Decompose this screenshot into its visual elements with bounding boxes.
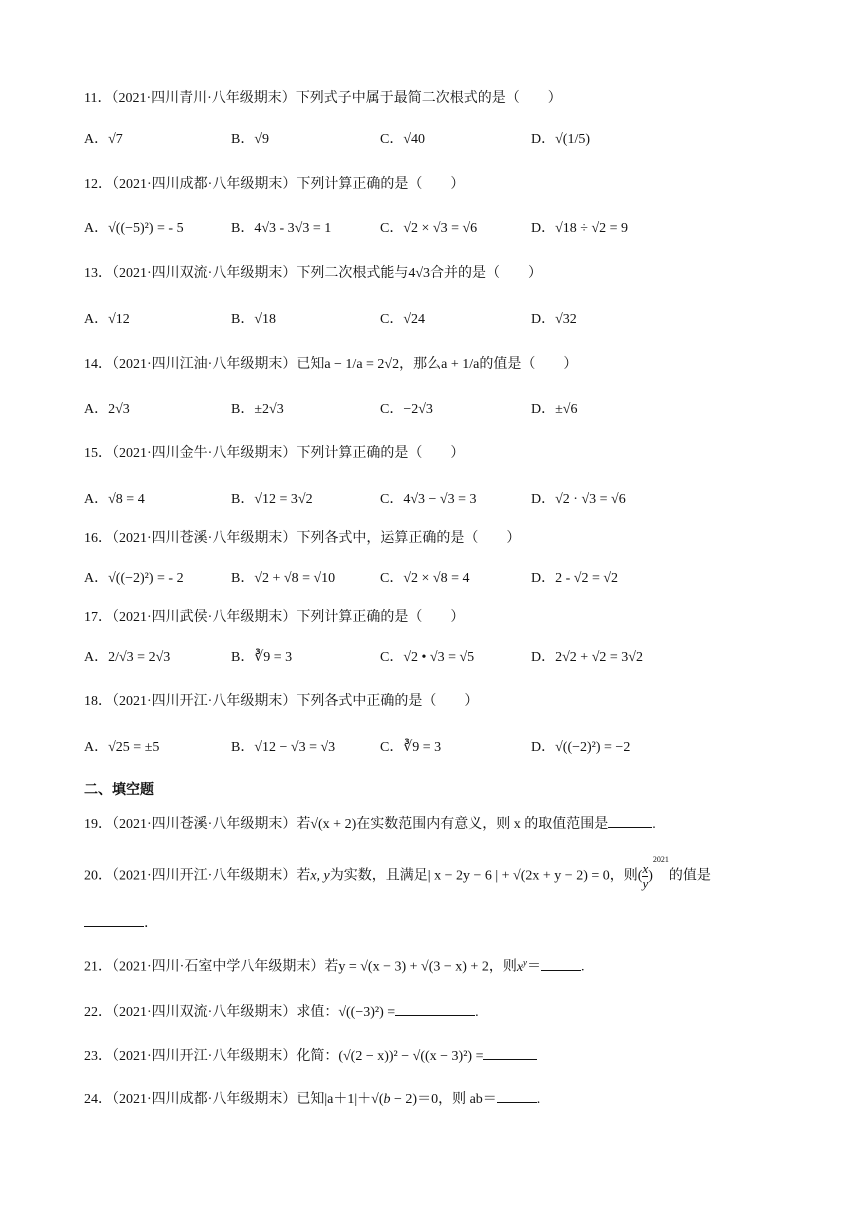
fraction-power: ( $\frac{x}{y}$ )$^{2021}$ [637, 855, 669, 891]
question-text: ，则 [609, 868, 638, 884]
question-source: （2021·四川江油·八年级期末） [112, 357, 297, 372]
option-b: B．√12 − √3 = √3 [231, 740, 336, 755]
answer-blank[interactable] [483, 1045, 537, 1060]
question-number: 14 [84, 357, 98, 372]
question-text: 已知|a＋1|＋ [296, 1092, 372, 1107]
question-number: 19 [84, 817, 98, 832]
question-23: 23．（2021·四川开江·八年级期末）化简：(√(2 − x))² − √((x − 3)²) = [84, 1045, 537, 1066]
option-a: A．2/√3 = 2√3 [84, 650, 171, 665]
answer-blank[interactable] [395, 1001, 475, 1016]
punctuation: . [652, 817, 656, 832]
question-source: （2021·四川金牛·八年级期末） [112, 446, 297, 461]
option-d: D．±√6 [531, 402, 578, 417]
exponent: 2021 [652, 855, 669, 865]
option-c: C．√2 × √3 = √6 [380, 221, 478, 236]
option-a: A．√8 = 4 [84, 492, 145, 507]
question-11: 11．（2021·四川青川·八年级期末）下列式子中属于最简二次根式的是（ ） [84, 91, 562, 106]
question-number: 24 [84, 1092, 98, 1107]
question-stem: 下列式子中属于最简二次根式的是（ ） [295, 91, 562, 106]
question-number: 16 [84, 531, 98, 546]
option-b: B．√2 + √8 = √10 [231, 571, 336, 586]
question-20: 20．（2021·四川开江·八年级期末）若x, y为实数，且满足| x − 2y − 6 | + √(2x + y − 2) = 0，则( $\frac{x}{y}$ )$^{2021}$的值是 [84, 855, 711, 891]
question-number: 15 [84, 446, 98, 461]
punctuation: . [144, 915, 149, 931]
option-b: B．√12 = 3√2 [231, 492, 313, 507]
question-15: 15．（2021·四川金牛·八年级期末）下列计算正确的是（ ） [84, 446, 465, 461]
question-source: （2021·四川开江·八年级期末） [112, 1049, 297, 1064]
question-source: （2021·四川苍溪·八年级期末） [112, 531, 297, 546]
option-a: A．√12 [84, 312, 130, 327]
question-source: （2021·四川双流·八年级期末） [112, 1005, 297, 1020]
question-text: 化简： [296, 1049, 339, 1064]
option-a: A．√7 [84, 132, 123, 147]
question-number: 21 [84, 959, 98, 975]
answer-blank[interactable] [497, 1088, 537, 1103]
option-d: D．√32 [531, 312, 577, 327]
question-text: 求值： [296, 1005, 339, 1020]
question-text: ＝0，则 ab＝ [417, 1092, 497, 1107]
option-d: D．√(1/5) [531, 132, 591, 147]
formula: √(x + 2) [310, 817, 357, 832]
question-source: （2021·四川成都·八年级期末） [112, 177, 297, 192]
answer-blank[interactable] [84, 912, 144, 927]
question-number: 23 [84, 1049, 98, 1064]
question-number: 22 [84, 1005, 98, 1020]
question-21: 21．（2021·四川·石室中学八年级期末）若y = √(x − 3) + √(3 − x) + 2，则$x^y=$ . [84, 957, 585, 975]
equals: ＝ [527, 959, 542, 975]
question-number: 17 [84, 610, 98, 625]
formula: √((−3)²) = [338, 1005, 396, 1020]
question-source: （2021·四川开江·八年级期末） [112, 694, 297, 709]
question-text: 若 [296, 817, 311, 832]
section-heading: 二、填空题 [84, 781, 154, 797]
question-source: （2021·四川开江·八年级期末） [112, 868, 297, 884]
question-number: 11 [84, 91, 98, 106]
punctuation: . [475, 1005, 479, 1020]
option-c: C．∛9 = 3 [380, 740, 442, 755]
option-d: D．√2 · √3 = √6 [531, 492, 626, 507]
question-source: （2021·四川成都·八年级期末） [112, 1092, 297, 1107]
question-source: （2021·四川青川·八年级期末） [111, 91, 296, 106]
option-a: A．√((−5)²) = - 5 [84, 221, 184, 236]
question-stem: 下列各式中，运算正确的是（ ） [296, 531, 521, 546]
variables: x, y [310, 868, 330, 884]
option-b: B．4√3 - 3√3 = 1 [231, 221, 332, 236]
question-text: 若 [296, 868, 311, 884]
option-c: C．√40 [380, 132, 426, 147]
option-c: C．√2 • √3 = √5 [380, 650, 475, 665]
question-stem: 下列计算正确的是（ ） [296, 610, 465, 625]
option-a: A．√25 = ±5 [84, 740, 160, 755]
formula: | x − 2y − 6 | + √(2x + y − 2) = 0 [427, 868, 610, 884]
option-b: B．±2√3 [231, 402, 284, 417]
option-c: C．√24 [380, 312, 426, 327]
question-stem: 下列计算正确的是（ ） [296, 446, 465, 461]
question-number: 13 [84, 266, 98, 281]
question-20-continued [84, 912, 148, 931]
question-number: 12 [84, 177, 98, 192]
question-number: 18 [84, 694, 98, 709]
question-text: 的值是 [668, 868, 711, 884]
question-stem: 下列计算正确的是（ ） [296, 177, 465, 192]
option-a: A．2√3 [84, 402, 130, 417]
question-text: 若 [324, 959, 339, 975]
formula: y = √(x − 3) + √(3 − x) + 2 [338, 959, 489, 975]
question-text: 在实数范围内有意义，则 x 的取值范围是 [356, 817, 609, 832]
question-19: 19．（2021·四川苍溪·八年级期末）若√(x + 2)在实数范围内有意义，则 x 的取值范围是 . [84, 813, 656, 834]
question-stem: 下列二次根式能与4√3合并的是（ ） [296, 266, 543, 281]
punctuation: . [581, 959, 585, 975]
question-16: 16．（2021·四川苍溪·八年级期末）下列各式中，运算正确的是（ ） [84, 531, 521, 546]
question-stem: 下列各式中正确的是（ ） [296, 694, 479, 709]
question-source: （2021·四川·石室中学八年级期末） [112, 959, 325, 975]
question-source: （2021·四川双流·八年级期末） [112, 266, 297, 281]
answer-blank[interactable] [541, 956, 581, 971]
option-d: D．2√2 + √2 = 3√2 [531, 650, 643, 665]
question-number: 20 [84, 868, 98, 884]
question-stem: 已知a − 1/a = 2√2，那么a + 1/a的值是（ ） [296, 357, 578, 372]
option-c: C．√2 × √8 = 4 [380, 571, 470, 586]
question-14: 14．（2021·四川江油·八年级期末）已知a − 1/a = 2√2，那么a + 1/a的值是（ ） [84, 357, 578, 372]
option-b: B．∛9 = 3 [231, 650, 293, 665]
power-expression: $x^y$ [516, 957, 528, 975]
question-text: ，则 [488, 959, 517, 975]
answer-blank[interactable] [608, 813, 652, 828]
option-c: C．4√3 − √3 = 3 [380, 492, 477, 507]
option-d: D．√((−2)²) = −2 [531, 740, 631, 755]
formula: (√(2 − x))² − √((x − 3)²) = [338, 1049, 484, 1064]
option-c: C．−2√3 [380, 402, 433, 417]
option-d: D．2 - √2 = √2 [531, 571, 619, 586]
option-b: B．√18 [231, 312, 277, 327]
question-source: （2021·四川苍溪·八年级期末） [112, 817, 297, 832]
question-text: 为实数，且满足 [329, 868, 428, 884]
option-d: D．√18 ÷ √2 = 9 [531, 221, 629, 236]
option-b: B．√9 [231, 132, 270, 147]
option-a: A．√((−2)²) = - 2 [84, 571, 184, 586]
question-22: 22．（2021·四川双流·八年级期末）求值：√((−3)²) = . [84, 1001, 479, 1022]
formula: √(b − 2) [371, 1092, 418, 1107]
question-17: 17．（2021·四川武侯·八年级期末）下列计算正确的是（ ） [84, 610, 465, 625]
question-24: 24．（2021·四川成都·八年级期末）已知|a＋1|＋√(b − 2)＝0，则 ab＝ . [84, 1088, 540, 1109]
punctuation: . [536, 1092, 541, 1107]
question-13: 13．（2021·四川双流·八年级期末）下列二次根式能与4√3合并的是（ ） [84, 266, 543, 281]
question-12: 12．（2021·四川成都·八年级期末）下列计算正确的是（ ） [84, 177, 465, 192]
question-source: （2021·四川武侯·八年级期末） [112, 610, 297, 625]
question-18: 18．（2021·四川开江·八年级期末）下列各式中正确的是（ ） [84, 694, 479, 709]
